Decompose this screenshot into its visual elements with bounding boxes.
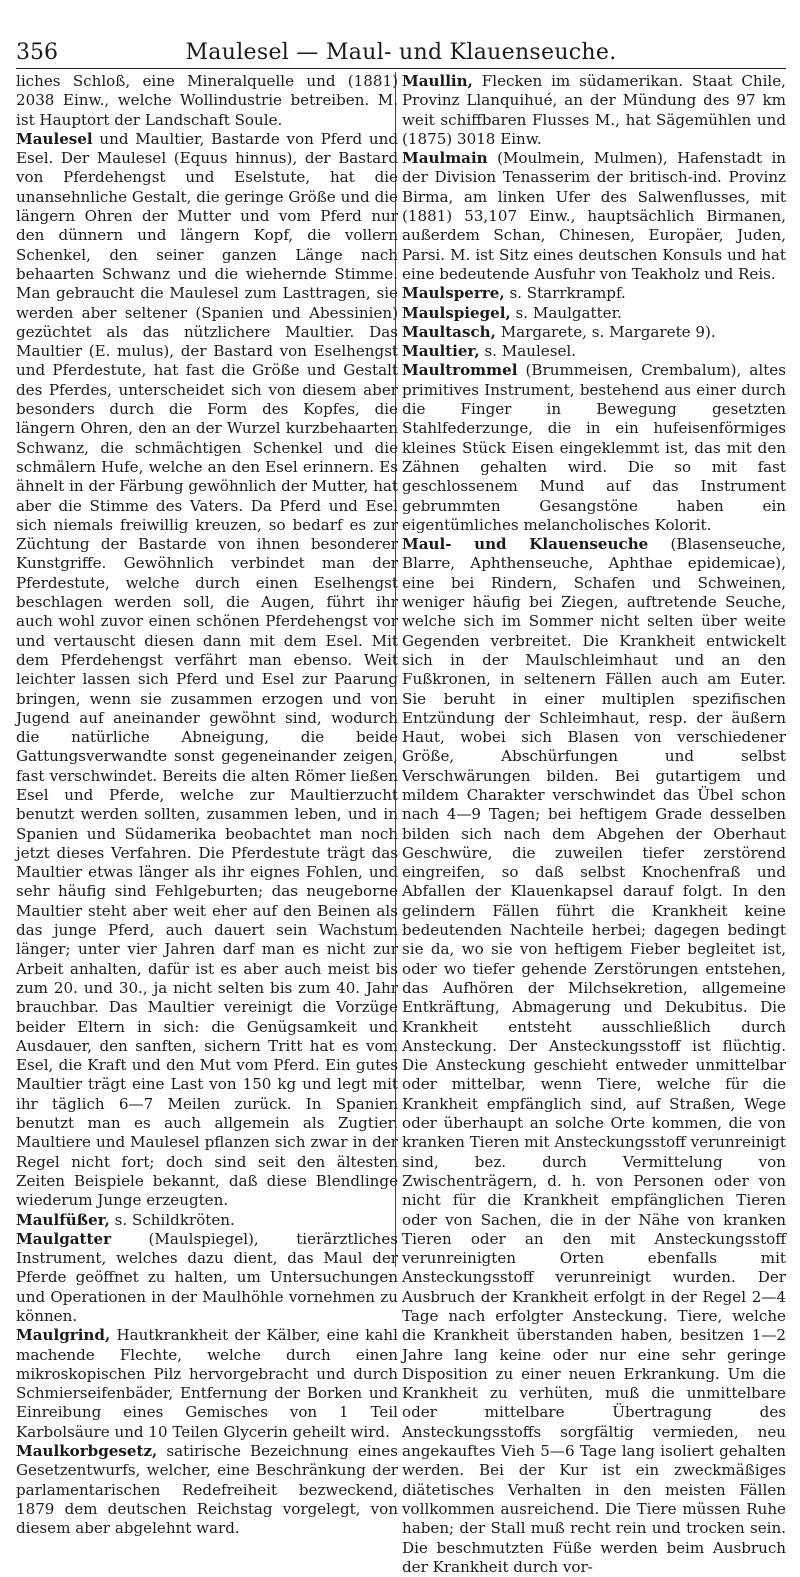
entry-body: s. Starrkrampf. [509, 284, 626, 303]
entry-maultier [402, 342, 786, 361]
entry-body: s. Maulesel. [484, 342, 577, 361]
entry-lemma: Maulgrind, [16, 1326, 111, 1345]
entry-lemma: Maulsperre, [402, 284, 505, 303]
entry-body: s. Schildkröten. [114, 1210, 235, 1229]
running-title: Maulesel — Maul- und Klauenseuche. [185, 40, 617, 65]
entry-maulesel [16, 130, 398, 1211]
entry-maulfuesser [16, 1211, 398, 1230]
page-header [16, 28, 786, 69]
entry-maultrommel [402, 361, 786, 535]
entry-maulspiegel [402, 304, 786, 323]
entry-body: (Brummeisen, Crembalum), altes primitives Instrument, bestehend aus einer durch die Finger in Bewegung gesetzten Stahlfederzunge, die in ein hufeisenförmiges kleines Stück Eisen eingeklemmt ist, das mit den Zähnen gehalten wird. Die so mit fast geschlossenem Mund auf das Instrument gebrummten Gesangstöne haben ein eigentümliches melancholisches Kolorit. [402, 361, 786, 534]
entry-maulkorbgesetz [16, 1442, 398, 1538]
entry-maultasch [402, 323, 786, 342]
entry-lemma: Maultrommel [402, 361, 518, 380]
entry-lemma: Maultasch, [402, 322, 496, 341]
left-column [16, 72, 398, 1539]
entry-body: (Moulmein, Mulmen), Hafenstadt in der Division Tenasserim der britisch-ind. Provinz Birma, am linken Ufer des Salwenflusses, mit (1881) 53,107 Einw., hauptsächlich Birmanen, außerdem Schan, Chinesen, Europäer, Juden, Parsi. M. ist Sitz eines deutschen Konsuls und hat eine bedeutende Ausfuhr von Teakholz und Reis. [402, 149, 786, 283]
entry-maulsperre [402, 284, 786, 303]
entry-maul-und-klauenseuche [402, 535, 786, 1577]
entry-body: (Maulspiegel), tierärztliches Instrument, welches dazu dient, das Maul der Pferde geöffnet zu halten, um Untersuchungen und Operationen in der Maulhöhle vornehmen zu können. [16, 1229, 398, 1325]
entry-lemma: Maulspiegel, [402, 303, 511, 322]
entry-lemma: Maulgatter [16, 1229, 112, 1248]
entry-lemma: Maulfüßer, [16, 1210, 110, 1229]
page-number: 356 [16, 40, 58, 65]
entry-maulmain [402, 149, 786, 284]
entry-lemma: Maul- und Klauenseuche [402, 535, 649, 554]
entry-lemma: Maulesel [16, 129, 93, 148]
entry-body: liches Schloß, eine Mineralquelle und (1881) 2038 Einw., welche Wollindustrie betreiben. M. ist Hauptort der Landschaft Soule. [16, 72, 398, 129]
entry-body: Hautkrankheit der Kälber, eine kahl machende Flechte, welche durch einen mikroskopischen Pilz hervorgebracht und durch Schmierseifenbäder, Entfernung der Borken und Einreibung eines Gemisches von 1 Teil Karbolsäure und 10 Teilen Glycerin geheilt wird. [16, 1326, 398, 1441]
entry-body: (Blasenseuche, Blarre, Aphthenseuche, Aphthae epidemicae), eine bei Rindern, Schafen und Schweinen, weniger häufig bei Ziegen, auftretende Seuche, welche sich im Sommer nicht selten über weite Gegenden verbreitet. Die Krankheit entwickelt sich in der Maulschleimhaut und an den Fußkronen, in seltenern Fällen auch am Euter. Sie beruht in einer multiplen spezifischen Entzündung der Schleimhaut, resp. der äußern Haut, wobei sich Blasen von verschiedener Größe, Abschürfungen und selbst Verschwärungen bilden. Bei gutartigem und mildem Charakter verschwindet das Übel schon nach 4—9 Tagen; bei heftigem Grade desselben bilden sich nach dem Abgehen der Oberhaut Geschwüre, die zuweilen tiefer zerstörend eingreifen, so daß selbst Knochenfraß und Abfallen der Klauenkapsel darauf folgt. In den gelindern Fällen führt die Krankheit keine bedeutenden Nachteile herbei; dagegen bedingt sie da, wo sie von heftigem Fieber begleitet ist, oder wo tiefer gehende Zerstörungen entstehen, das Aufhören der Milchsekretion, allgemeine Entkräftung, Abmagerung und Dekubitus. Die Krankheit entsteht ausschließlich durch Ansteckung. Der Ansteckungsstoff ist flüchtig. Die Ansteckung geschieht entweder unmittelbar oder mittelbar, wenn Tiere, welche für die Krankheit empfänglich sind, auf Straßen, Wege oder überhaupt an solche Orte kommen, die von kranken Tieren mit Ansteckungsstoff verunreinigt sind, bez. durch Vermittelung von Zwischenträgern, d. h. von Personen oder von nicht für die Krankheit empfänglichen Tieren oder von Sachen, die in der Nähe von kranken Tieren oder an den mit Ansteckungsstoff verunreinigten Orten ebenfalls mit Ansteckungsstoff verunreinigt wurden. Der Ausbruch der Krankheit erfolgt in der Regel 2—4 Tage nach erfolgter Ansteckung. Tiere, welche die Krankheit überstanden haben, besitzen 1—2 Jahre lang keine oder nur eine sehr geringe Disposition zu einer neuen Erkrankung. Um die Krankheit zu verhüten, muß die unmittelbare oder mittelbare Übertragung des Ansteckungsstoffs sorgfältig vermieden, neu angekauftes Vieh 5—6 Tage lang isoliert gehalten werden. Bei der Kur ist ein zweckmäßiges diätetisches Verhalten in den meisten Fällen vollkommen ausreichend. Die Tiere müssen Ruhe haben; der Stall muß recht rein und trocken sein. Die beschmutzten Füße werden beim Ausbruch der Krankheit durch vor- [402, 535, 786, 1576]
entry-maullin [402, 72, 786, 149]
entry-body: s. Maulgatter. [515, 303, 622, 322]
entry-body: satirische Bezeichnung eines Gesetzentwurfs, welcher, eine Beschränkung der parlamentarischen Redefreiheit bezweckend, 1879 dem deutschen Reichstag vorgelegt, von diesem aber abgelehnt ward. [16, 1442, 398, 1538]
right-column [402, 72, 786, 1577]
entry-maulgrind [16, 1326, 398, 1442]
entry-body: Flecken im südamerikan. Staat Chile, Provinz Llanquihué, an der Mündung des 97 km weit schiffbaren Flusses M., hat Sägemühlen und (1875) 3018 Einw. [402, 72, 786, 148]
entry-body: Margarete, s. Margarete 9). [500, 322, 716, 341]
entry-maulgatter [16, 1230, 398, 1326]
entry-body: und Maultier, Bastarde von Pferd und Esel. Der Maulesel (Equus hinnus), der Bastard von Pferdehengst und Eselstute, hat die unansehnliche Gestalt, die geringe Größe und die längern Ohren der Mutter und vom Pferd nur den dünnern und längern Kopf, die vollern Schenkel, den seiner ganzen Länge nach behaarten Schwanz und die wiehernde Stimme. Man gebraucht die Maulesel zum Lasttragen, sie werden aber seltener (Spanien und Abessinien) gezüchtet als das nützlichere Maultier. Das Maultier (E. mulus), der Bastard von Eselhengst und Pferdestute, hat fast die Größe und Gestalt des Pferdes, unterscheidet sich von diesem aber besonders durch die Form des Kopfes, die längern Ohren, den an der Wurzel kurzbehaarten Schwanz, die schmächtigen Schenkel und die schmälern Hufe, welche an den Esel erinnern. Es ähnelt in der Färbung gewöhnlich der Mutter, hat aber die Stimme des Vaters. Da Pferd und Esel sich niemals freiwillig kreuzen, so bedarf es zur Züchtung der Bastarde von ihnen besonderer Kunstgriffe. Gewöhnlich verbindet man der Pferdestute, welche durch einen Eselhengst beschlagen werden soll, die Augen, führt ihr auch wohl zuvor einen schönen Pferdehengst vor und vertauscht diesen dann mit dem Esel. Mit dem Pferdehengst verfährt man ebenso. Weit leichter lassen sich Pferd und Esel zur Paarung bringen, wenn sie zusammen erzogen und von Jugend auf aneinander gewöhnt sind, wodurch die natürliche Abneigung, die beide Gattungsverwandte sonst gegeneinander zeigen, fast verschwindet. Bereits die alten Römer ließen Esel und Pferde, welche zur Maultierzucht benutzt werden sollten, zusammen leben, und in Spanien und Südamerika beobachtet man noch jetzt dieses Verfahren. Die Pferdestute trägt das Maultier etwas länger als ihr eignes Fohlen, und sehr häufig sind Fehlgeburten; das neugeborne Maultier steht aber weit eher auf den Beinen als das junge Pferd, auch dauert sein Wachstum länger; unter vier Jahren darf man es nicht zur Arbeit anhalten, dafür ist es aber auch meist bis zum 20. und 30., ja nicht selten bis zum 40. Jahr brauchbar. Das Maultier vereinigt die Vorzüge beider Eltern in sich: die Genügsamkeit und Ausdauer, den sanften, sichern Tritt hat es vom Esel, die Kraft und den Mut vom Pferd. Ein gutes Maultier trägt eine Last von 150 kg und legt mit ihr täglich 6—7 Meilen zurück. In Spanien benutzt man es auch allgemein als Zugtier. Maultiere und Maulesel pflanzen sich zwar in der Regel nicht fort; doch sind seit den ältesten Zeiten Beispiele bekannt, daß diese Blendlinge wiederum Junge erzeugten. [16, 129, 398, 1210]
entry-lemma: Maulkorbgesetz, [16, 1442, 158, 1461]
entry-lemma: Maulmain [402, 149, 488, 168]
entry-lemma: Maullin, [402, 72, 473, 90]
entry-continuation [16, 72, 398, 130]
entry-lemma: Maultier, [402, 342, 480, 361]
